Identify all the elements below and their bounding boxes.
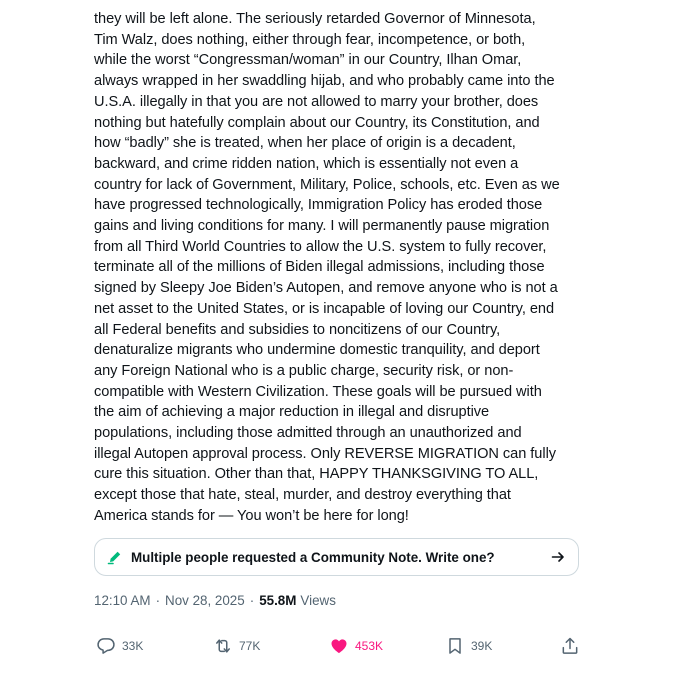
repost-count: 77K [239, 639, 261, 653]
meta-separator: · [155, 593, 161, 608]
reply-icon [96, 636, 116, 656]
meta-separator-2: · [249, 593, 255, 608]
repost-icon [213, 636, 233, 656]
bookmark-button[interactable] [445, 634, 492, 658]
views-count: 55.8M [259, 593, 297, 608]
post-meta [94, 593, 336, 608]
views-label: Views [300, 593, 336, 608]
community-note-text: Multiple people requested a Community Note. Write one? [131, 549, 495, 565]
arrow-right-icon [550, 549, 566, 565]
share-button[interactable] [560, 634, 580, 658]
bookmark-icon [445, 636, 465, 656]
pencil-plus-icon [107, 549, 123, 565]
community-note-request[interactable] [94, 538, 579, 576]
post-text: they will be left alone. The seriously retarded Governor of Minnesota, Tim Walz, does nothing, either through fear, incompetence, or both, while the worst “Congressman/woman” in our Country, Ilhan Omar, always wrapped in her swaddling hijab, and who probably came into the U.S.A. illegally in that you are not allowed to marry your brother, does nothing but hatefully complain about our Country, its Constitution, and how “badly” she is treated, when her place of origin is a decadent, backward, and crime ridden nation, which is essentially not even a country for lack of Government, Military, Police, schools, etc. Even as we have progressed technologically, Immigration Policy has eroded those gains and living conditions for many. I will permanently pause migration from all Third World Countries to allow the U.S. system to fully recover, terminate all of the millions of Biden illegal admissions, including those signed by Sleepy Joe Biden’s Autopen, and remove anyone who is not a net asset to the United States, or is incapable of loving our Country, end all Federal benefits and subsidies to noncitizens of our Country, denaturalize migrants who undermine domestic tranquility, and deport any Foreign National who is a public charge, security risk, or non- compatible with Western Civilization. These goals will be pursued with the aim of achieving a major reduction in illegal and disruptive populations, including those admitted through an unauthorized and illegal Autopen approval process. Only REVERSE MIGRATION can fully cure this situation. Other than that, HAPPY THANKSGIVING TO ALL, except those that hate, steal, murder, and destroy everything that America stands for — You won’t be here for long! [94, 11, 560, 524]
post-time[interactable]: 12:10 AM [94, 593, 151, 608]
action-bar [96, 634, 582, 658]
share-icon [560, 636, 580, 656]
post [94, 9, 584, 527]
bookmark-count: 39K [471, 639, 493, 653]
reply-count: 33K [122, 639, 144, 653]
like-count: 453K [355, 639, 384, 653]
like-button[interactable] [329, 634, 383, 658]
reply-button[interactable] [96, 634, 143, 658]
repost-button[interactable] [213, 634, 260, 658]
heart-filled-icon [329, 636, 349, 656]
post-date[interactable]: Nov 28, 2025 [165, 593, 245, 608]
